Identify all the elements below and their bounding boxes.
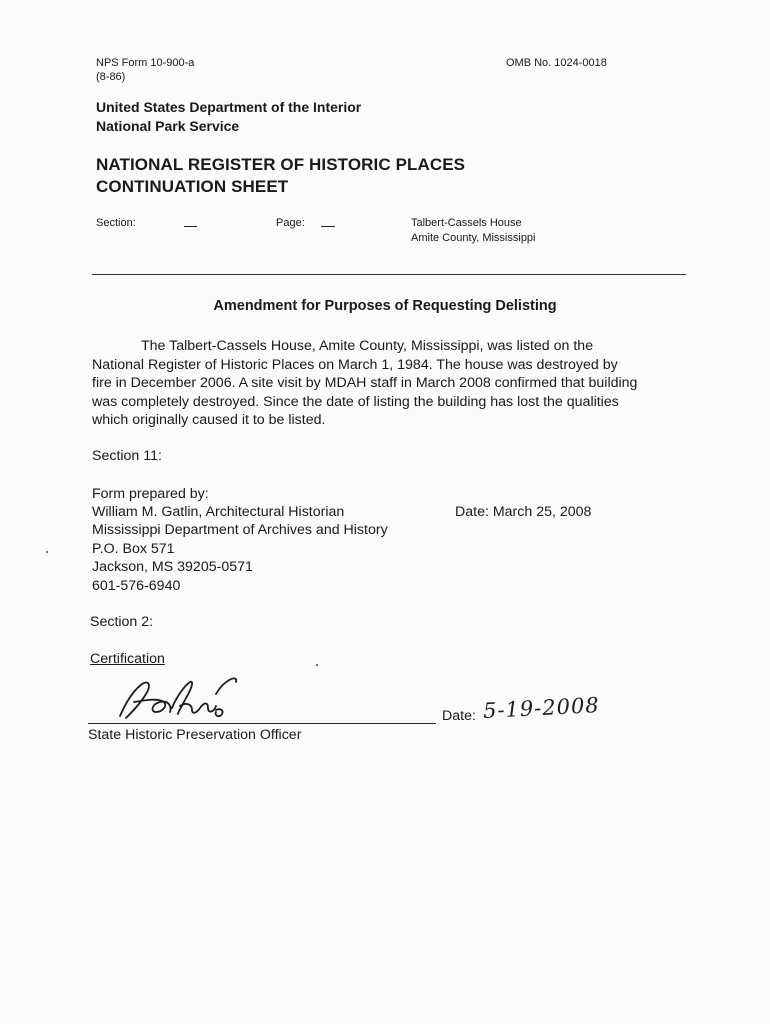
amendment-heading: Amendment for Purposes of Requesting Delisting	[213, 298, 557, 314]
paragraph-line: fire in December 2006. A site visit by MDAH staff in March 2008 confirmed that building	[92, 375, 638, 391]
signature-caption: State Historic Preservation Officer	[88, 727, 302, 743]
certification-date-label: Date:	[442, 708, 476, 724]
section-label: Section:	[96, 217, 136, 229]
certification-label: Certification	[90, 651, 165, 667]
section-2-label: Section 2:	[90, 614, 154, 630]
page-label: Page:	[276, 217, 305, 229]
paragraph-line: which originally caused it to be listed.	[92, 412, 326, 428]
page-blank	[321, 226, 335, 227]
preparer-po-box: P.O. Box 571	[92, 541, 175, 557]
agency-name: National Park Service	[96, 118, 240, 134]
preparer-phone: 601-576-6940	[92, 578, 181, 594]
department-name: United States Department of the Interior	[96, 99, 362, 115]
preparer-organization: Mississippi Department of Archives and History	[92, 522, 388, 538]
signature-line	[88, 723, 436, 724]
property-location: Amite County, Mississippi	[411, 232, 536, 244]
preparer-name: William M. Gatlin, Architectural Historian	[92, 504, 345, 520]
section-11-label: Section 11:	[92, 448, 162, 464]
paragraph-line: The Talbert-Cassels House, Amite County, Mississippi, was listed on the	[141, 338, 594, 354]
property-name: Talbert-Cassels House	[411, 217, 522, 229]
amendment-paragraph	[92, 337, 692, 430]
signature-image	[112, 672, 242, 724]
form-number: NPS Form 10-900-a	[96, 57, 195, 69]
page-field	[276, 216, 305, 230]
omb-number: OMB No. 1024-0018	[506, 57, 607, 69]
prepared-date: Date: March 25, 2008	[455, 504, 592, 520]
paragraph-line: National Register of Historic Places on March 1, 1984. The house was destroyed by	[92, 356, 618, 373]
prepared-by-label: Form prepared by:	[92, 486, 209, 502]
document-title: NATIONAL REGISTER OF HISTORIC PLACES	[96, 155, 466, 174]
document-subtitle: CONTINUATION SHEET	[96, 177, 289, 196]
header-divider	[92, 274, 686, 275]
section-blank	[184, 226, 197, 227]
preparer-city: Jackson, MS 39205-0571	[92, 559, 253, 575]
handwritten-date: 5-19-2008	[482, 692, 601, 724]
paragraph-line: was completely destroyed. Since the date of listing the building has lost the qualities	[92, 393, 619, 410]
scan-speck	[316, 664, 318, 666]
scan-speck	[46, 551, 48, 553]
form-revision: (8-86)	[96, 71, 126, 83]
section-field	[96, 216, 136, 230]
